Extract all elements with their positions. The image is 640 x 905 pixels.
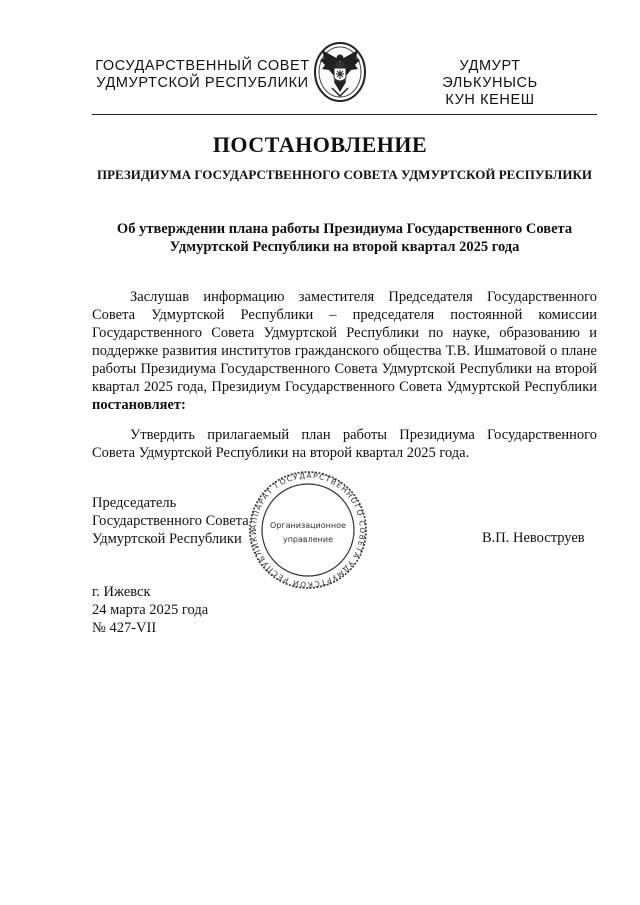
signatory-position [92, 494, 249, 548]
official-stamp [240, 470, 376, 590]
header-left-line1: ГОСУДАРСТВЕННЫЙ СОВЕТ [95, 58, 310, 74]
decision-word: постановляет: [92, 397, 186, 413]
header-divider [92, 114, 597, 115]
subject-line2: Удмуртской Республики на второй квартал 2025 года [169, 239, 520, 255]
header-left [95, 58, 310, 92]
stamp-ring-text: АППАРАТ ГОСУДАРСТВЕННОГО СОВЕТА УДМУРТСКОЙ РЕСПУБЛИКИ [248, 470, 368, 590]
document-title: ПОСТАНОВЛЕНИЕ [212, 132, 428, 157]
position-line3: Удмуртской Республики [92, 531, 242, 547]
header-right [410, 58, 570, 109]
paragraph-resolution: Утвердить прилагаемый план работы Президиума Государственного Совета Удмуртской Республики на второй квартал 2025 года. [92, 427, 597, 461]
stamp-inner-line2: управление [282, 535, 334, 544]
position-line2: Государственного Совета [92, 513, 249, 529]
stamp-inner-line1: Организационное [270, 521, 346, 530]
document-subtitle: ПРЕЗИДИУМА ГОСУДАРСТВЕННОГО СОВЕТА УДМУРТСКОЙ РЕСПУБЛИКИ [97, 167, 592, 182]
header-right-line2: КУН КЕНЕШ [445, 92, 535, 108]
document-number: № 427-VII [92, 620, 157, 636]
paragraph-preamble [92, 288, 597, 414]
header-right-line1: УДМУРТ ЭЛЬКУНЫСЬ [442, 58, 538, 91]
udmurtia-coat-of-arms-icon [312, 38, 368, 104]
document-subject [92, 220, 597, 256]
preamble-text: Заслушав информацию заместителя Председателя Государственного Совета Удмуртской Республики – председателя постоянной комиссии Государственного Совета Удмуртской Республики по науке, образованию и поддержке развития институтов гражданского общества Т.В. Ишматовой о плане работы Президиума Государственного Совета Удмуртской Республики на второй квартал 2025 года, Президиум Государственного Совета Удмуртской Республики [92, 289, 597, 395]
place: г. Ижевск [92, 584, 151, 600]
header-left-line2: УДМУРТСКОЙ РЕСПУБЛИКИ [96, 75, 309, 91]
date: 24 марта 2025 года [92, 602, 209, 618]
position-line1: Председатель [92, 495, 177, 511]
document-footer [92, 583, 208, 637]
subject-line1: Об утверждении плана работы Президиума Государственного Совета [116, 221, 573, 237]
signatory-name: В.П. Невоструев [482, 530, 585, 546]
